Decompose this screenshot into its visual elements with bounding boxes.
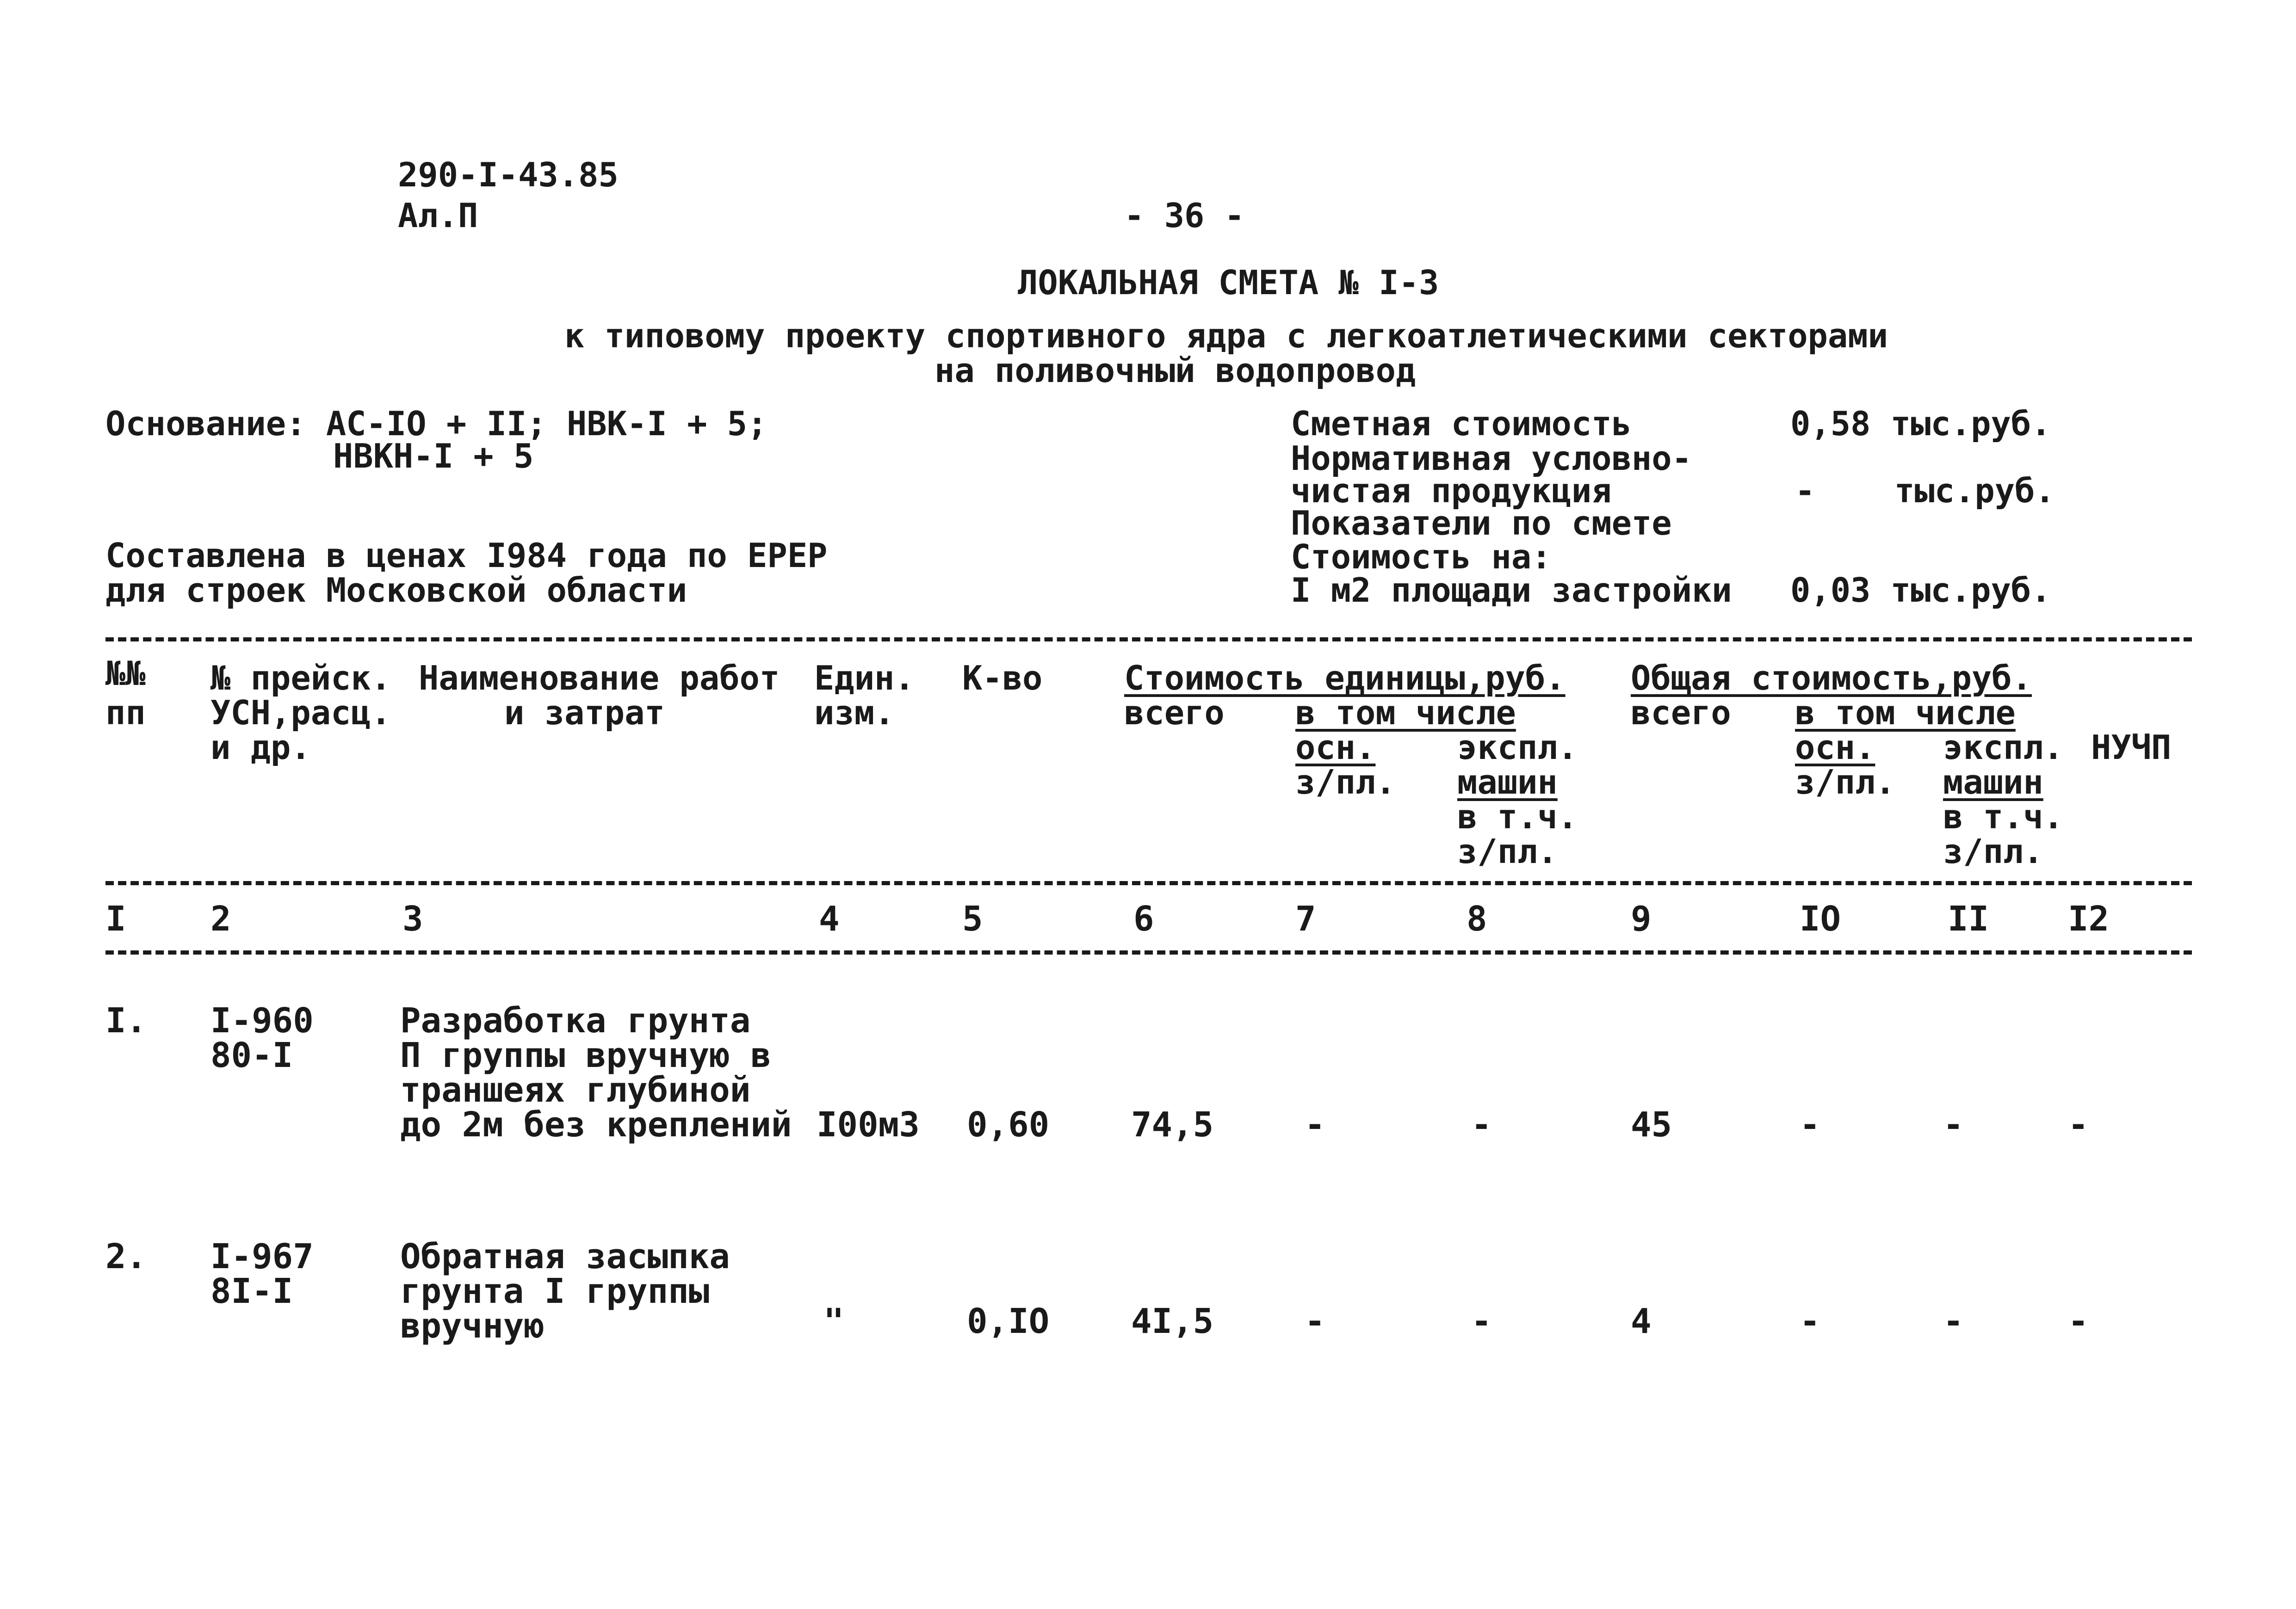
total-base-wage-header-line1: осн. [1795, 728, 1875, 767]
row-total: 45 [1631, 1105, 1672, 1145]
row-unit-machines: - [1471, 1105, 1492, 1145]
total-incl-wage-header-line1: в т.ч. [1943, 797, 2064, 836]
row-total-wage: - [1800, 1105, 1820, 1145]
nuchp-header: НУЧП [2091, 728, 2172, 767]
row-name-line1: Обратная засыпка [400, 1237, 730, 1276]
row-name-line2: грунта I группы [400, 1271, 710, 1311]
column-number: I2 [2068, 899, 2110, 939]
col2-header-line3: и др. [210, 728, 311, 767]
row-number: 2. [105, 1237, 147, 1276]
row-unit-machines: - [1471, 1301, 1492, 1341]
unit-base-wage-header-line1: осн. [1295, 728, 1376, 767]
column-number: IO [1800, 899, 1841, 939]
total-base-wage-header-line2: з/пл. [1795, 763, 1895, 801]
row-total-machines: - [1943, 1105, 1964, 1145]
total-machines-header-line1: экспл. [1943, 728, 2064, 767]
row-quantity: 0,60 [967, 1105, 1050, 1145]
column-number: 9 [1631, 899, 1652, 939]
total-incl-wage-header-line2: з/пл. [1943, 832, 2043, 871]
column-number: 7 [1295, 899, 1316, 939]
doc-code: 290-I-43.85 [398, 155, 619, 194]
total-total-header: всего [1631, 693, 1731, 732]
unit-base-wage-header-line2: з/пл. [1295, 763, 1396, 801]
row-code-line1: I-967 [210, 1237, 314, 1276]
total-cost-group-header: Общая стоимость,руб. [1631, 659, 2032, 697]
prices-line-2: для строек Московской области [105, 571, 687, 610]
album-number: Ал.П [398, 196, 478, 235]
row-unit-total: 74,5 [1131, 1105, 1214, 1145]
unit-incl-wage-header-line2: з/пл. [1457, 832, 1558, 871]
basis-line-2: НВКН-I + 5 [333, 437, 534, 475]
basis-line-1: Основание: АС-IO + II; НВК-I + 5; [105, 404, 767, 443]
row-name-line2: П группы вручную в [400, 1036, 771, 1075]
document-title: ЛОКАЛЬНАЯ СМЕТА № I-3 [1018, 263, 1439, 302]
total-including-header: в том числе [1795, 693, 2016, 732]
column-number: 3 [402, 899, 423, 939]
col4-header-line2: изм. [814, 693, 895, 732]
row-total-machines: - [1943, 1301, 1964, 1341]
col1-header-line2: пп [105, 693, 146, 732]
col1-header-line1: №№ [105, 654, 146, 693]
unit-including-header: в том числе [1295, 693, 1516, 732]
normative-label-1: Нормативная условно- [1291, 439, 1692, 478]
col2-header-line2: УСН,расц. [210, 693, 391, 732]
column-number: 8 [1467, 899, 1487, 939]
col3-header-line1: Наименование работ [419, 659, 780, 697]
col3-header-line2: и затрат [504, 693, 665, 732]
document-subtitle-2: на поливочный водопровод [934, 351, 1416, 390]
row-unit: " [823, 1301, 844, 1341]
cost-per-label: Стоимость на: [1291, 537, 1552, 576]
column-number: 4 [819, 899, 840, 939]
row-quantity: 0,IO [967, 1301, 1050, 1341]
row-number: I. [105, 1001, 147, 1041]
column-number: II [1948, 899, 1989, 939]
row-unit-wage: - [1305, 1301, 1325, 1341]
row-nuchp: - [2068, 1105, 2089, 1145]
column-number: 5 [962, 899, 983, 939]
row-unit: I00м3 [817, 1105, 920, 1145]
column-numbers-rule [105, 950, 2192, 955]
col2-header-line1: № прейск. [210, 659, 391, 697]
total-machines-header-line2: машин [1943, 763, 2043, 801]
row-name-line4: до 2м без креплений [400, 1105, 792, 1145]
header-bottom-rule [105, 881, 2192, 885]
prices-line-1: Составлена в ценах I984 года по ЕРЕР [105, 536, 828, 575]
row-name-line3: траншеях глубиной [400, 1070, 751, 1110]
row-nuchp: - [2068, 1301, 2089, 1341]
row-unit-total: 4I,5 [1131, 1301, 1214, 1341]
row-total: 4 [1631, 1301, 1652, 1341]
estimated-cost-value: 0,58 тыс.руб. [1790, 404, 2051, 443]
normative-unit: тыс.руб. [1894, 471, 2055, 510]
area-label: I м2 площади застройки [1291, 571, 1732, 610]
normative-dash: - [1795, 471, 1815, 510]
column-number: 2 [210, 899, 231, 939]
row-code-line1: I-960 [210, 1001, 314, 1041]
indicators-label: Показатели по смете [1291, 504, 1672, 542]
normative-label-2: чистая продукция [1291, 471, 1612, 510]
column-number: 6 [1133, 899, 1154, 939]
unit-machines-header-line1: экспл. [1457, 728, 1578, 767]
row-unit-wage: - [1305, 1105, 1325, 1145]
document-subtitle-1: к типовому проекту спортивного ядра с легкоатлетическими секторами [564, 316, 1888, 355]
unit-total-header: всего [1124, 693, 1225, 732]
row-code-line2: 8I-I [210, 1271, 293, 1311]
page-number: - 36 - [1124, 196, 1245, 235]
row-code-line2: 80-I [210, 1036, 293, 1075]
col5-header: К-во [962, 659, 1043, 697]
unit-incl-wage-header-line1: в т.ч. [1457, 797, 1578, 836]
table-top-rule [105, 637, 2192, 641]
row-name-line1: Разработка грунта [400, 1001, 751, 1041]
row-name-line3: вручную [400, 1306, 545, 1346]
unit-cost-group-header: Стоимость единицы,руб. [1124, 659, 1566, 697]
unit-machines-header-line2: машин [1457, 763, 1558, 801]
estimated-cost-label: Сметная стоимость [1291, 404, 1632, 443]
area-value: 0,03 тыс.руб. [1790, 571, 2051, 610]
col4-header-line1: Един. [814, 659, 915, 697]
column-number: I [105, 899, 126, 939]
row-total-wage: - [1800, 1301, 1820, 1341]
